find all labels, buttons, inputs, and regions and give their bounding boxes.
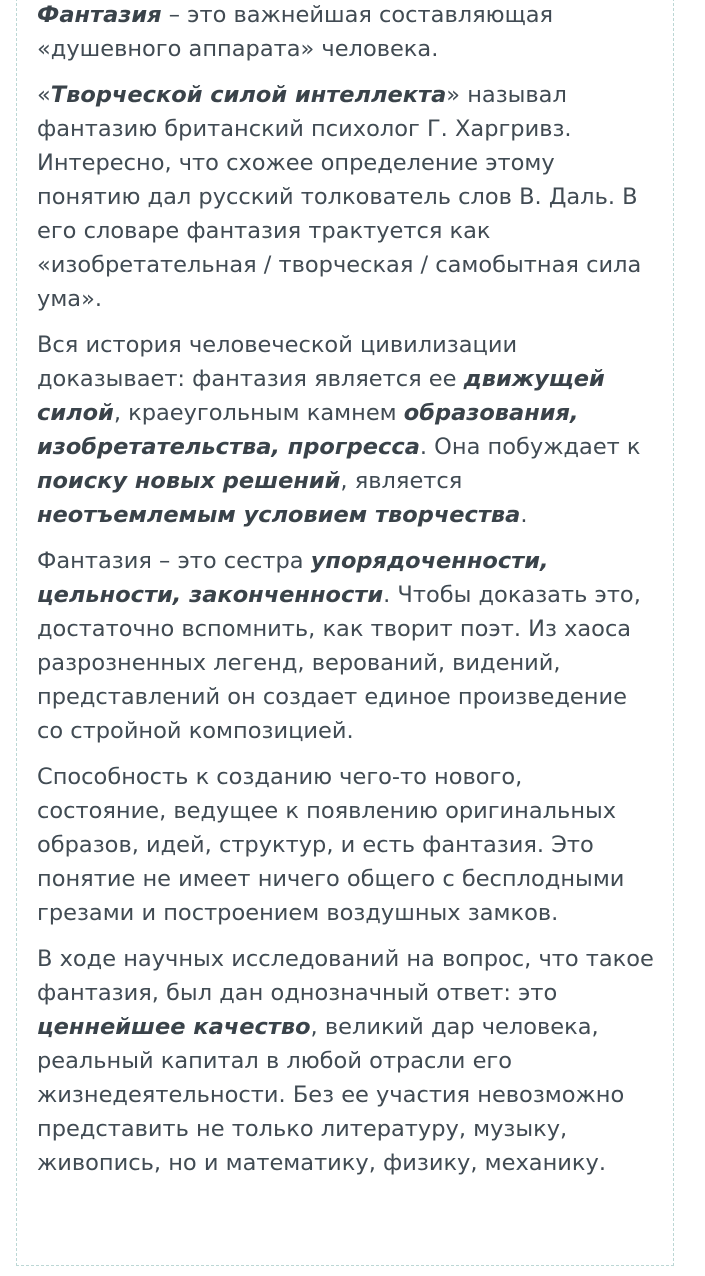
paragraph-4 <box>37 544 657 748</box>
text-run: – это важнейшая составляющая «душевного аппарата» человека. <box>37 2 554 62</box>
emphasis-new-solutions: поиску новых решений <box>37 468 341 494</box>
text-run: . Чтобы доказать это, достаточно вспомнить, как творит поэт. Из хаоса разрозненных легенд, верований, видений, представлений он создает единое произведение со стройной композицией. <box>37 582 641 744</box>
text-run: , краеугольным камнем <box>113 400 404 426</box>
emphasis-creativity-condition: неотъемлемым условием творчества <box>37 502 521 528</box>
paragraph-6 <box>37 942 657 1180</box>
text-run: . <box>520 502 528 528</box>
paragraph-1 <box>37 0 657 66</box>
text-run: , великий дар человека, реальный капитал в любой отрасли его жизнедеятельности. Без ее участия невозможно представить не только литературу, музыку, живопись, но и математику, физику, механику. <box>37 1014 625 1176</box>
paragraph-3 <box>37 328 657 532</box>
reading-panel <box>16 0 674 1266</box>
emphasis-driving-force: движущей силой <box>37 366 605 426</box>
text-run: . Она побуждает к <box>419 434 641 460</box>
article-text <box>37 0 657 1192</box>
emphasis-orderliness: упорядоченности, цельности, законченности <box>37 548 549 608</box>
emphasis-creative-power: Творческой силой интеллекта <box>50 82 447 108</box>
emphasis-education-progress: образования, изобретательства, прогресса <box>37 400 579 460</box>
text-run: Способность к созданию чего-то нового, состояние, ведущее к появлению оригинальных образов, идей, структур, и есть фантазия. Это понятие не имеет ничего общего с бесплодными грезами и построением воздушных замков. <box>37 764 625 926</box>
paragraph-5 <box>37 760 657 930</box>
paragraph-2 <box>37 78 657 316</box>
text-run: « <box>37 82 51 108</box>
text-run: » называл фантазию британский психолог Г. Харгривз. Интересно, что схожее определение этому понятию дал русский толкователь слов В. Даль. В его словаре фантазия трактуется как «изобретательная / творческая / самобытная сила ума». <box>37 82 642 312</box>
text-run: В ходе научных исследований на вопрос, что такое фантазия, был дан однозначный ответ: это <box>37 946 654 1006</box>
text-run: Вся история человеческой цивилизации доказывает: фантазия является ее <box>37 332 518 392</box>
term-fantasy: Фантазия <box>37 2 162 28</box>
text-run: , является <box>340 468 463 494</box>
emphasis-valuable-quality: ценнейшее качество <box>37 1014 311 1040</box>
text-run: Фантазия – это сестра <box>37 548 311 574</box>
